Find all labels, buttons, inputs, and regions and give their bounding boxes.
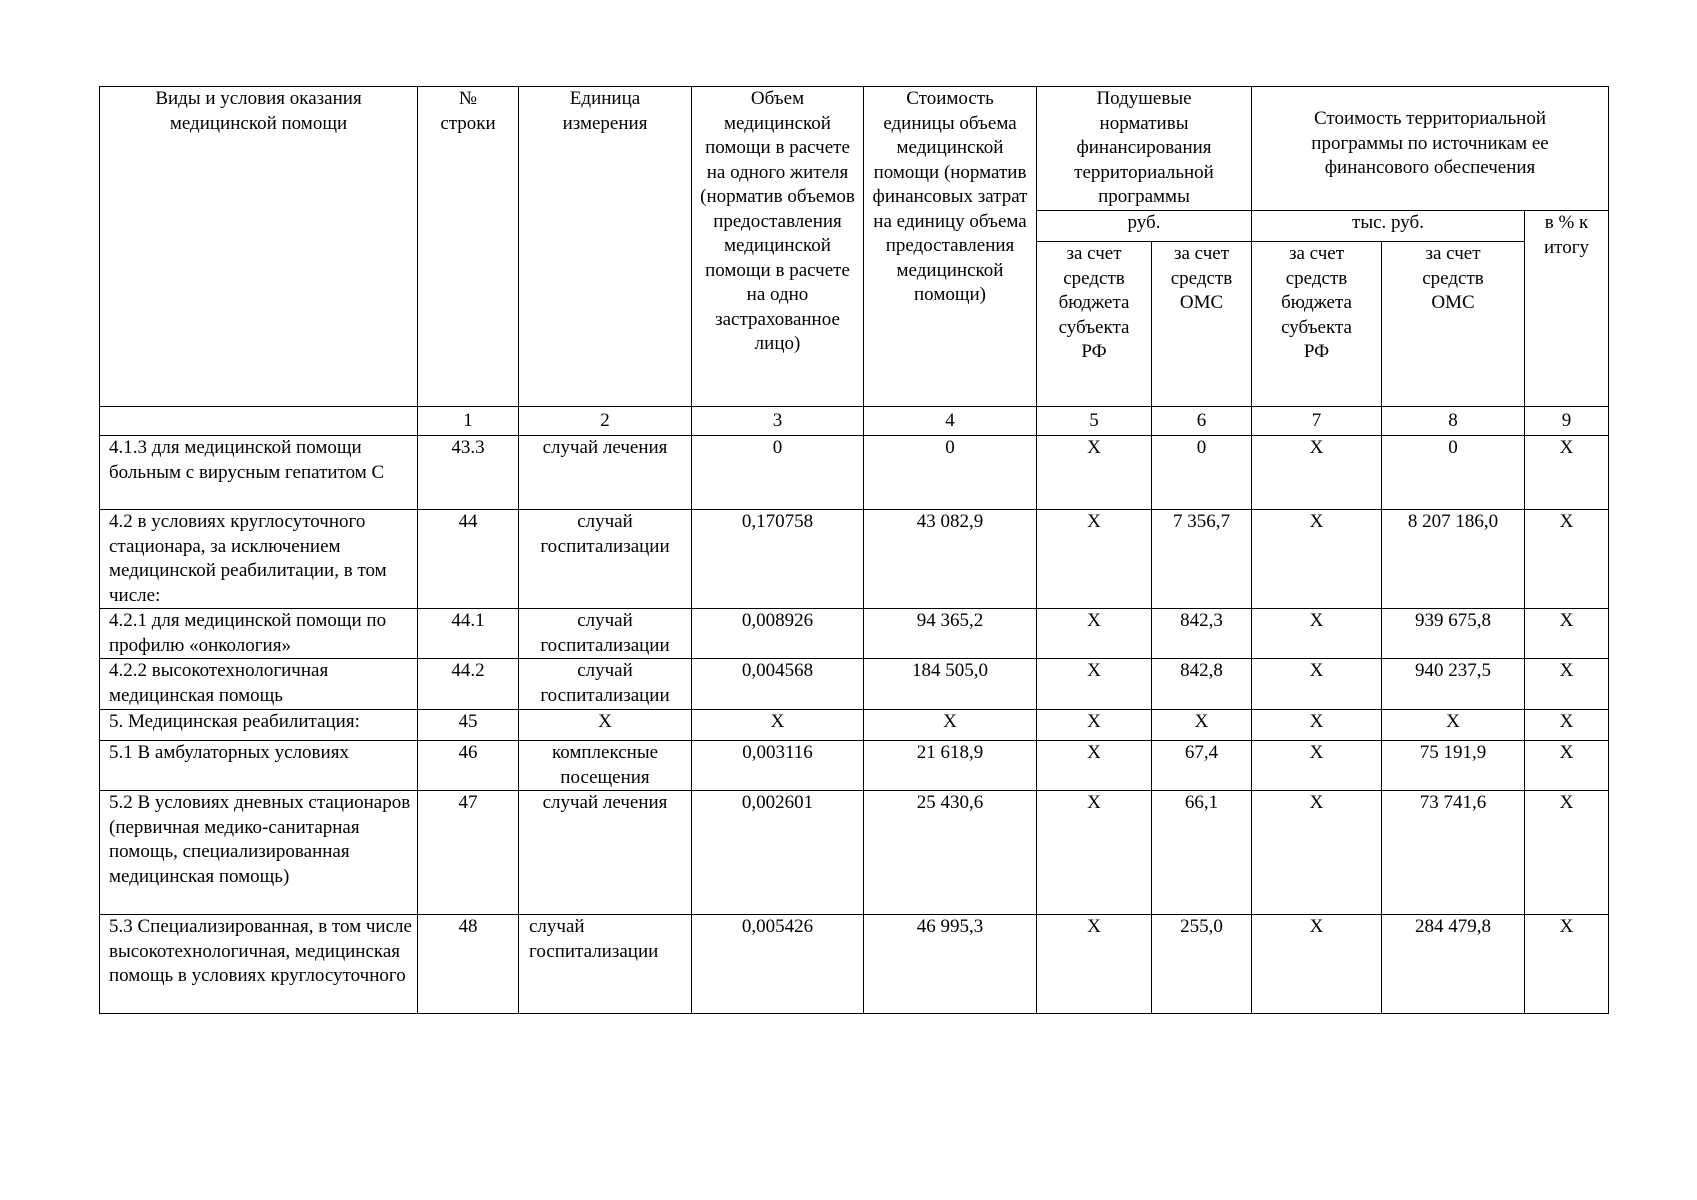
row-c6: 842,8 — [1152, 659, 1252, 710]
row-unit: случай госпитализации — [519, 510, 692, 609]
row-volume: 0,003116 — [692, 741, 864, 791]
col-number: 5 — [1037, 407, 1152, 436]
table-row — [100, 609, 1609, 659]
header-kind: Виды и условия оказания медицинской помощи — [100, 87, 418, 407]
header-unit: Единица измерения — [519, 87, 692, 407]
row-name: 4.2 в условиях круглосуточного стационара, за исключением медицинской реабилитации, в том числе: — [100, 510, 418, 609]
row-c5: Х — [1037, 436, 1152, 510]
row-name: 5.3 Специализированная, в том числе высокотехнологичная, медицинская помощь в условиях круглосуточного — [100, 915, 418, 1014]
header-budget-thous: за счет средств бюджета субъекта РФ — [1252, 242, 1382, 407]
row-no: 48 — [418, 915, 519, 1014]
table-row — [100, 510, 1609, 609]
row-no: 44 — [418, 510, 519, 609]
row-c8: 73 741,6 — [1382, 791, 1525, 915]
row-cost: Х — [864, 710, 1037, 741]
row-cost: 46 995,3 — [864, 915, 1037, 1014]
row-c9: Х — [1525, 741, 1609, 791]
row-c7: Х — [1252, 609, 1382, 659]
row-unit: случай госпитализации — [519, 609, 692, 659]
col-number: 9 — [1525, 407, 1609, 436]
table-row — [100, 710, 1609, 741]
row-c7: Х — [1252, 436, 1382, 510]
row-c5: Х — [1037, 659, 1152, 710]
row-cost: 25 430,6 — [864, 791, 1037, 915]
row-c5: Х — [1037, 915, 1152, 1014]
header-budget-rub: за счет средств бюджета субъекта РФ — [1037, 242, 1152, 407]
table-row — [100, 915, 1609, 1014]
row-cost: 184 505,0 — [864, 659, 1037, 710]
row-c9: Х — [1525, 436, 1609, 510]
row-cost: 43 082,9 — [864, 510, 1037, 609]
row-c8: 8 207 186,0 — [1382, 510, 1525, 609]
col-number: 2 — [519, 407, 692, 436]
table-row — [100, 791, 1609, 915]
row-unit: случай госпитализации — [519, 915, 692, 1014]
row-name: 4.2.2 высокотехнологичная медицинская помощь — [100, 659, 418, 710]
header-percent: в % к итогу — [1525, 211, 1609, 407]
row-c5: Х — [1037, 741, 1152, 791]
row-c8: 284 479,8 — [1382, 915, 1525, 1014]
row-name: 5.1 В амбулаторных условиях — [100, 741, 418, 791]
row-c6: 842,3 — [1152, 609, 1252, 659]
row-c9: Х — [1525, 609, 1609, 659]
row-unit: Х — [519, 710, 692, 741]
row-unit: случай лечения — [519, 791, 692, 915]
row-c5: Х — [1037, 791, 1152, 915]
row-c6: 7 356,7 — [1152, 510, 1252, 609]
row-c7: Х — [1252, 510, 1382, 609]
row-volume: 0,002601 — [692, 791, 864, 915]
row-volume: Х — [692, 710, 864, 741]
row-unit: случай лечения — [519, 436, 692, 510]
row-name: 4.1.3 для медицинской помощи больным с вирусным гепатитом С — [100, 436, 418, 510]
row-c7: Х — [1252, 710, 1382, 741]
column-numbers-row — [100, 407, 1609, 436]
row-c5: Х — [1037, 710, 1152, 741]
document-page — [99, 86, 1608, 1014]
row-c7: Х — [1252, 659, 1382, 710]
header-volume: Объем медицинской помощи в расчете на одного жителя (норматив объемов предоставления медицинской помощи в расчете на одно застрахованное лицо) — [692, 87, 864, 407]
row-c8: 0 — [1382, 436, 1525, 510]
row-c7: Х — [1252, 915, 1382, 1014]
row-no: 47 — [418, 791, 519, 915]
row-c6: 0 — [1152, 436, 1252, 510]
row-no: 43.3 — [418, 436, 519, 510]
col-number: 4 — [864, 407, 1037, 436]
col-number: 1 — [418, 407, 519, 436]
col-number: 7 — [1252, 407, 1382, 436]
row-no: 44.1 — [418, 609, 519, 659]
row-c7: Х — [1252, 791, 1382, 915]
row-c8: Х — [1382, 710, 1525, 741]
row-volume: 0,008926 — [692, 609, 864, 659]
row-no: 44.2 — [418, 659, 519, 710]
row-cost: 94 365,2 — [864, 609, 1037, 659]
col-number: 6 — [1152, 407, 1252, 436]
row-c7: Х — [1252, 741, 1382, 791]
financing-table — [99, 86, 1609, 1014]
header-cost: Стоимость единицы объема медицинской помощи (норматив финансовых затрат на единицу объема предоставления медицинской помощи) — [864, 87, 1037, 407]
col-number: 8 — [1382, 407, 1525, 436]
row-name: 4.2.1 для медицинской помощи по профилю «онкология» — [100, 609, 418, 659]
row-c5: Х — [1037, 609, 1152, 659]
row-c6: 67,4 — [1152, 741, 1252, 791]
table-row — [100, 659, 1609, 710]
row-cost: 0 — [864, 436, 1037, 510]
row-name: 5. Медицинская реабилитация: — [100, 710, 418, 741]
row-volume: 0,004568 — [692, 659, 864, 710]
table-row — [100, 741, 1609, 791]
row-c6: Х — [1152, 710, 1252, 741]
row-c9: Х — [1525, 915, 1609, 1014]
row-c9: Х — [1525, 791, 1609, 915]
row-volume: 0,005426 — [692, 915, 864, 1014]
header-total: Стоимость территориальной программы по источникам ее финансового обеспечения — [1252, 87, 1609, 211]
row-c9: Х — [1525, 659, 1609, 710]
row-no: 46 — [418, 741, 519, 791]
row-c8: 940 237,5 — [1382, 659, 1525, 710]
row-c5: Х — [1037, 510, 1152, 609]
header-oms-thous: за счет средств ОМС — [1382, 242, 1525, 407]
row-c6: 66,1 — [1152, 791, 1252, 915]
row-unit: комплексные посещения — [519, 741, 692, 791]
row-c9: Х — [1525, 510, 1609, 609]
row-volume: 0,170758 — [692, 510, 864, 609]
header-percapita: Подушевые нормативы финансирования территориальной программы — [1037, 87, 1252, 211]
header-row-no: № строки — [418, 87, 519, 407]
row-c6: 255,0 — [1152, 915, 1252, 1014]
row-c8: 75 191,9 — [1382, 741, 1525, 791]
row-cost: 21 618,9 — [864, 741, 1037, 791]
col-number: 3 — [692, 407, 864, 436]
header-thous-rub: тыс. руб. — [1252, 211, 1525, 242]
col-number-blank — [100, 407, 418, 436]
header-oms-rub: за счет средств ОМС — [1152, 242, 1252, 407]
row-volume: 0 — [692, 436, 864, 510]
row-c8: 939 675,8 — [1382, 609, 1525, 659]
row-name: 5.2 В условиях дневных стационаров (первичная медико-санитарная помощь, специализированная медицинская помощь) — [100, 791, 418, 915]
header-rub: руб. — [1037, 211, 1252, 242]
row-c9: Х — [1525, 710, 1609, 741]
row-unit: случай госпитализации — [519, 659, 692, 710]
row-no: 45 — [418, 710, 519, 741]
table-row — [100, 436, 1609, 510]
